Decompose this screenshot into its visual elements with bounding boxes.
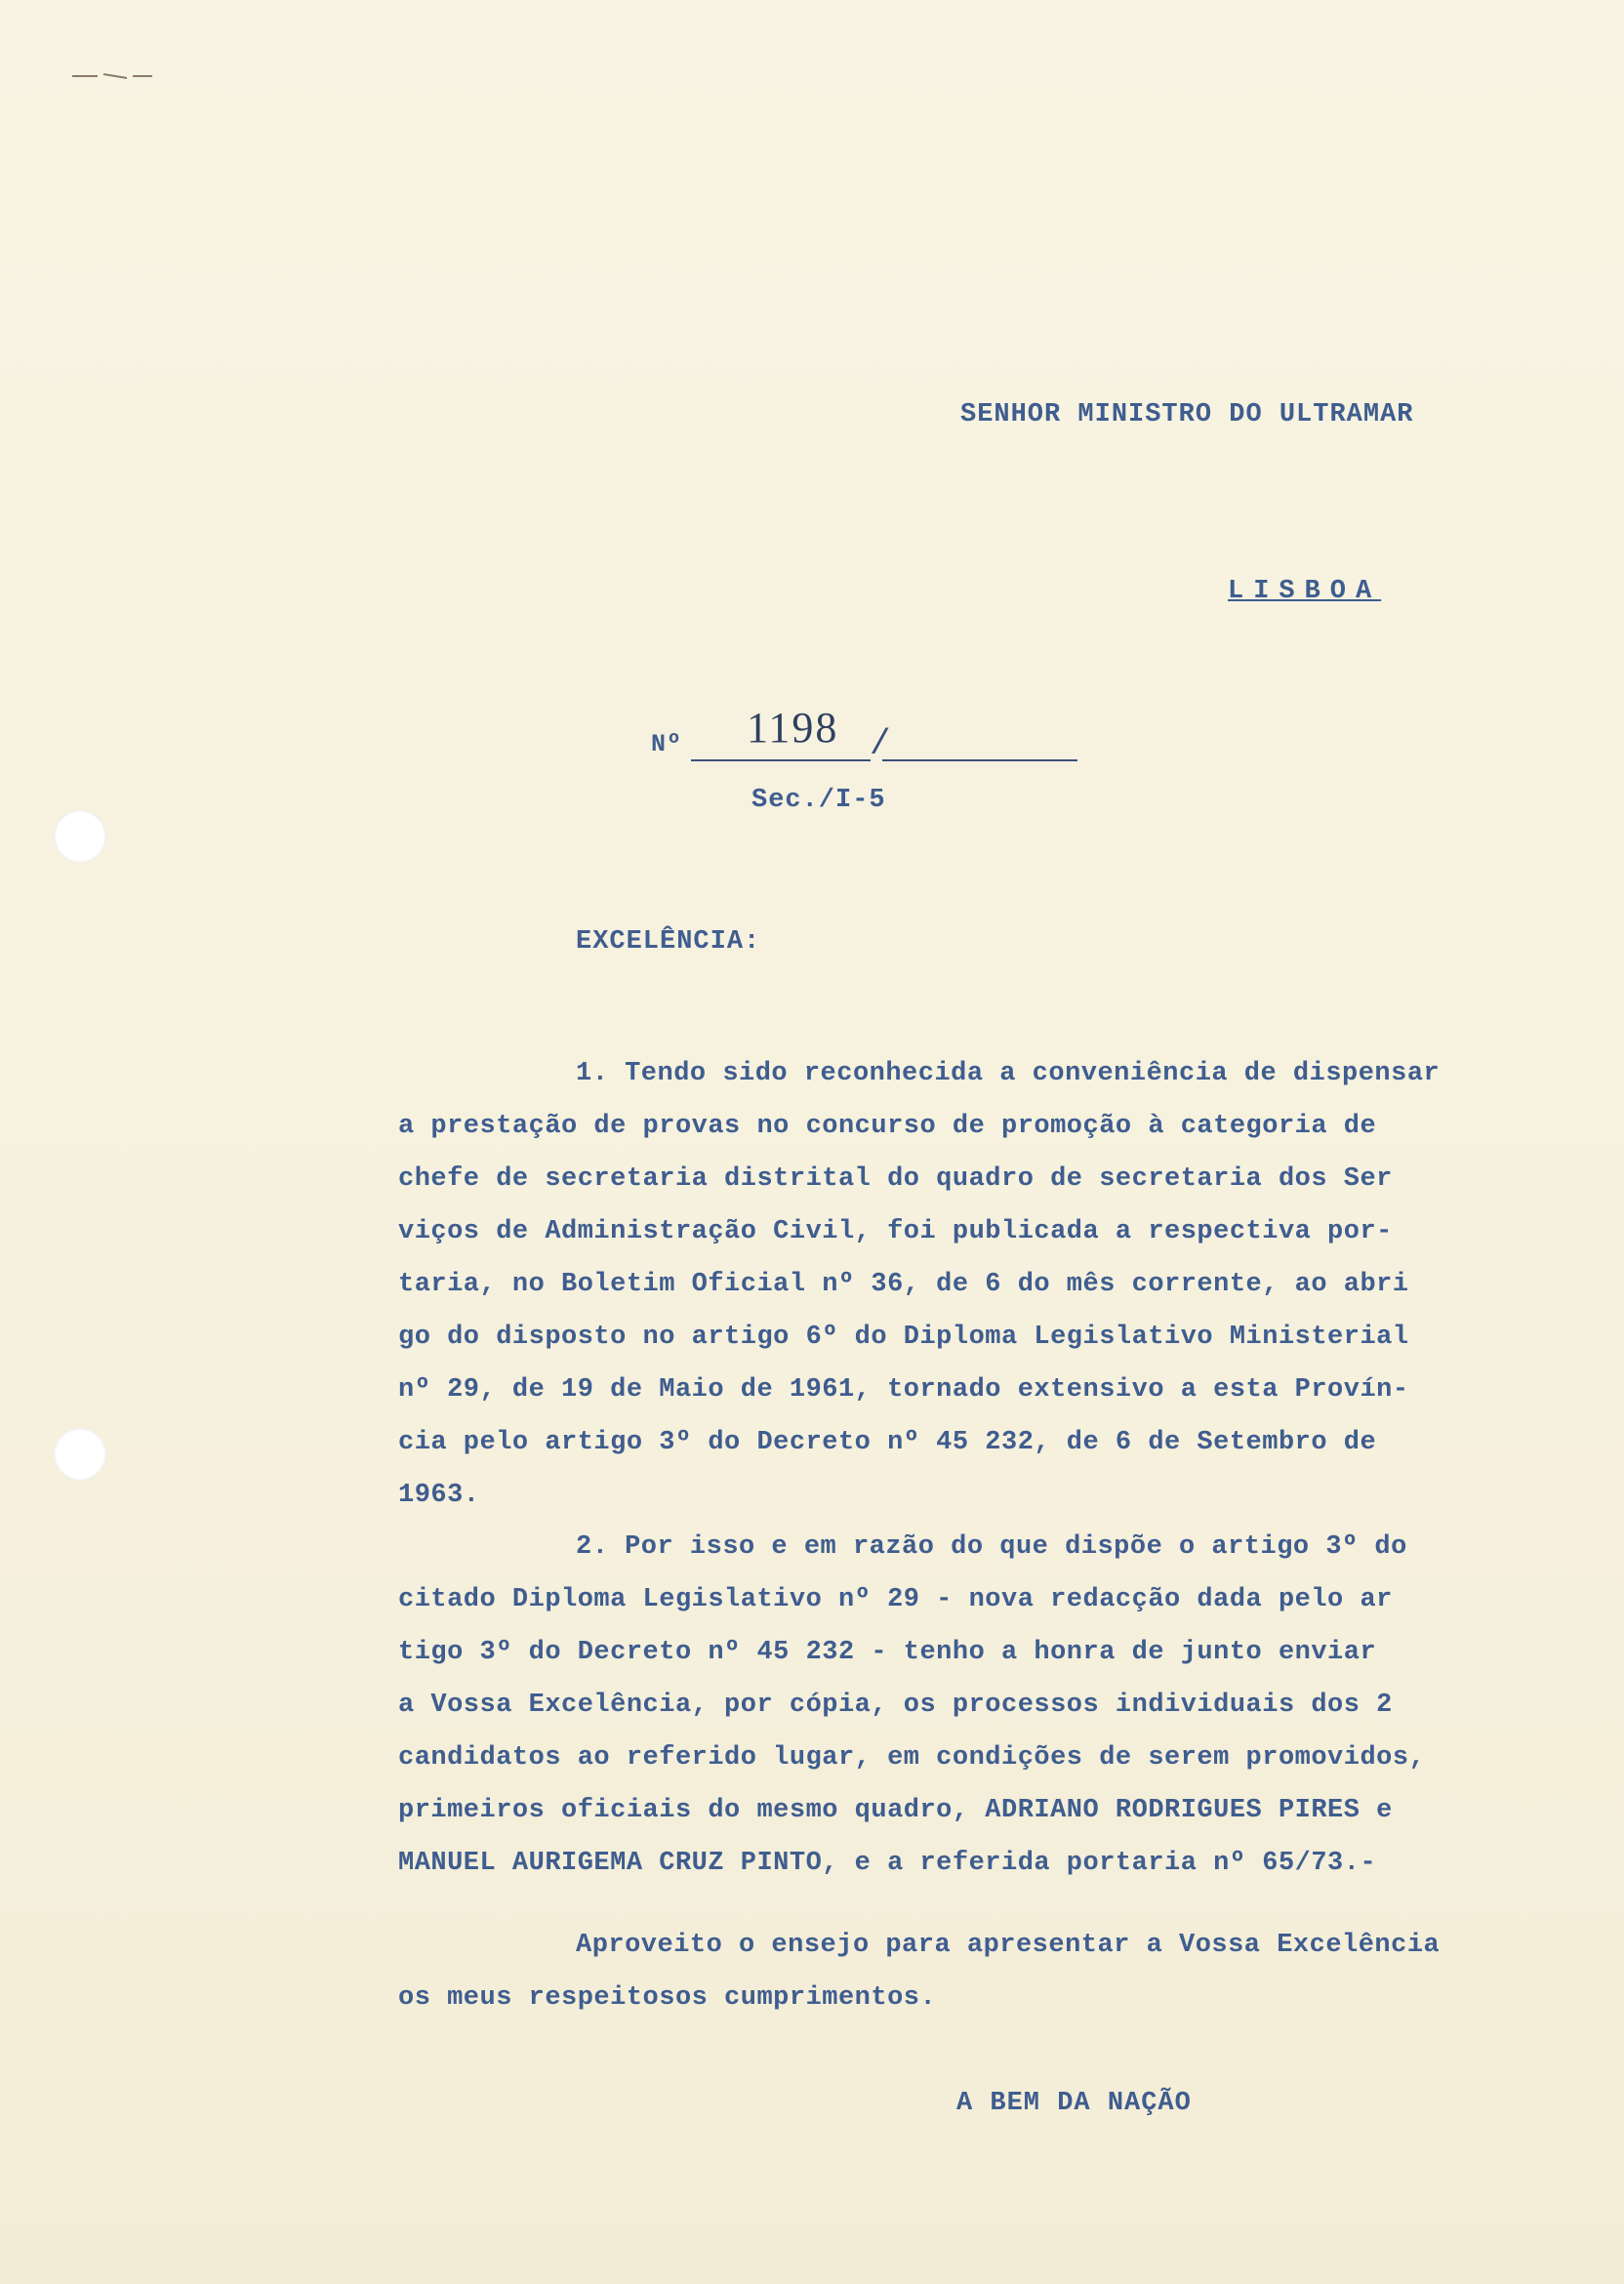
closing-formula: A BEM DA NAÇÃO bbox=[956, 2089, 1192, 2118]
paragraph-line: tigo 3º do Decreto nº 45 232 - tenho a honra de junto enviar bbox=[398, 1638, 1377, 1667]
addressee-city: LISBOA bbox=[1228, 577, 1382, 606]
paragraph-line: viços de Administração Civil, foi publicada a respectiva por- bbox=[398, 1217, 1393, 1246]
number-underline-secondary bbox=[882, 759, 1077, 761]
reference-number: 1198 bbox=[747, 704, 839, 752]
punch-hole-top bbox=[54, 810, 106, 863]
paragraph-line: 1. Tendo sido reconhecida a conveniência de dispensar bbox=[576, 1059, 1441, 1088]
paragraph-line: go do disposto no artigo 6º do Diploma Legislativo Ministerial bbox=[398, 1323, 1409, 1352]
section-reference: Sec./I-5 bbox=[751, 786, 886, 815]
paragraph-line: candidatos ao referido lugar, em condições de serem promovidos, bbox=[398, 1743, 1426, 1773]
addressee: SENHOR MINISTRO DO ULTRAMAR bbox=[960, 400, 1414, 429]
paragraph-line: 1963. bbox=[398, 1481, 480, 1510]
paragraph-line: MANUEL AURIGEMA CRUZ PINTO, e a referida portaria nº 65/73.- bbox=[398, 1849, 1377, 1878]
paragraph-line: os meus respeitosos cumprimentos. bbox=[398, 1983, 937, 2013]
salutation: EXCELÊNCIA: bbox=[576, 927, 761, 957]
paragraph-line: Aproveito o ensejo para apresentar a Vossa Excelência bbox=[576, 1931, 1441, 1960]
paragraph-line: chefe de secretaria distrital do quadro de secretaria dos Ser bbox=[398, 1164, 1393, 1194]
paragraph-line: citado Diploma Legislativo nº 29 - nova redacção dada pelo ar bbox=[398, 1585, 1393, 1614]
paragraph-line: primeiros oficiais do mesmo quadro, ADRIANO RODRIGUES PIRES e bbox=[398, 1796, 1393, 1825]
punch-hole-bottom bbox=[54, 1428, 106, 1481]
paragraph-line: nº 29, de 19 de Maio de 1961, tornado extensivo a esta Provín- bbox=[398, 1375, 1409, 1405]
paragraph-line: 2. Por isso e em razão do que dispõe o artigo 3º do bbox=[576, 1532, 1407, 1562]
number-slash: / bbox=[870, 724, 891, 764]
number-underline bbox=[691, 759, 871, 761]
paragraph-line: a prestação de provas no concurso de promoção à categoria de bbox=[398, 1112, 1377, 1141]
paragraph-line: a Vossa Excelência, por cópia, os processos individuais dos 2 bbox=[398, 1691, 1393, 1720]
number-label: Nº bbox=[651, 730, 683, 758]
paragraph-line: taria, no Boletim Oficial nº 36, de 6 do mês corrente, ao abri bbox=[398, 1270, 1409, 1299]
staple-mark-icon bbox=[68, 68, 156, 84]
paragraph-line: cia pelo artigo 3º do Decreto nº 45 232, de 6 de Setembro de bbox=[398, 1428, 1377, 1457]
